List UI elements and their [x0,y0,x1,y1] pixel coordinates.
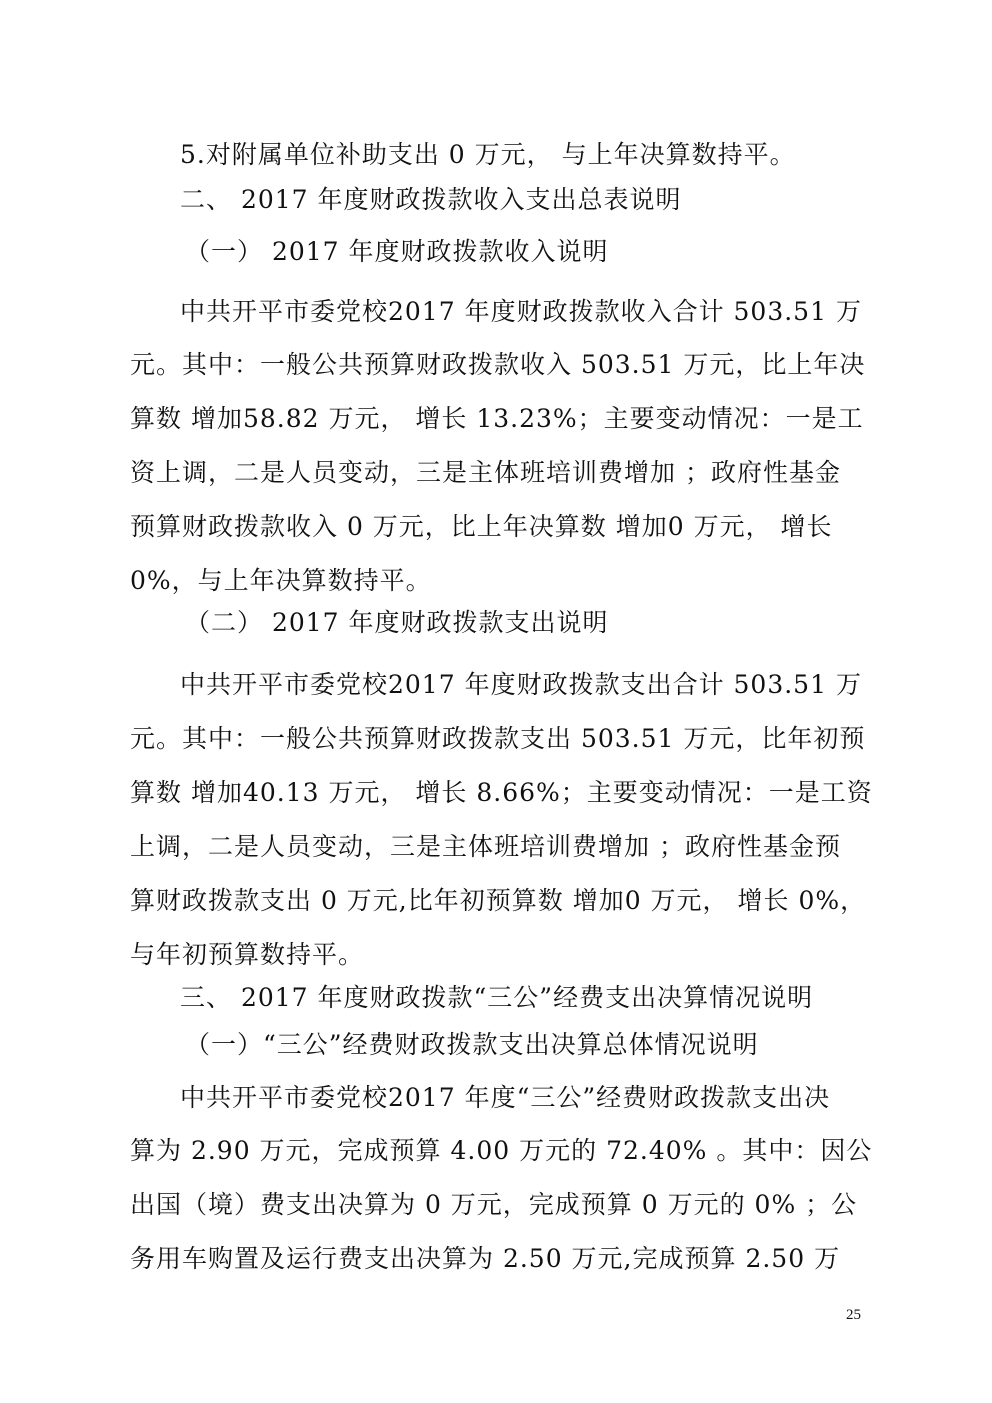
subsection-heading-3-1: （一）“三公”经费财政拨款支出决算总体情况说明 [185,1030,759,1059]
paragraph-line-12: 元。其中：一般公共预算财政拨款支出 503.51 万元，比年初预 [130,724,866,753]
paragraph-line-16: 与年初预算数持平。 [130,940,365,969]
paragraph-line-1: 5.对附属单位补助支出 0 万元， 与上年决算数持平。 [180,140,796,169]
section-heading-2: 二、 2017 年度财政拨款收入支出总表说明 [180,185,682,214]
paragraph-line-4: 中共开平市委党校2017 年度财政拨款收入合计 503.51 万 [180,297,862,326]
subsection-heading-2-1: （一） 2017 年度财政拨款收入说明 [185,237,609,266]
paragraph-line-15: 算财政拨款支出 0 万元,比年初预算数 增加0 万元， 增长 0%， [130,886,867,915]
paragraph-line-6: 算数 增加58.82 万元， 增长 13.23%；主要变动情况：一是工 [130,404,864,433]
section-heading-3: 三、 2017 年度财政拨款“三公”经费支出决算情况说明 [180,983,814,1012]
paragraph-line-22: 务用车购置及运行费支出决算为 2.50 万元,完成预算 2.50 万 [130,1244,841,1273]
paragraph-line-7: 资上调，二是人员变动，三是主体班培训费增加 ；政府性基金 [130,458,841,487]
paragraph-line-5: 元。其中：一般公共预算财政拨款收入 503.51 万元，比上年决 [130,350,866,379]
paragraph-line-14: 上调，二是人员变动，三是主体班培训费增加 ；政府性基金预 [130,832,841,861]
paragraph-line-19: 中共开平市委党校2017 年度“三公”经费财政拨款支出决 [180,1083,831,1112]
paragraph-line-8: 预算财政拨款收入 0 万元，比上年决算数 增加0 万元， 增长 [130,512,833,541]
paragraph-line-13: 算数 增加40.13 万元， 增长 8.66%；主要变动情况：一是工资 [130,778,873,807]
paragraph-line-9: 0%，与上年决算数持平。 [130,566,432,595]
subsection-heading-2-2: （二） 2017 年度财政拨款支出说明 [185,608,609,637]
page-number: 25 [846,1307,861,1323]
paragraph-line-21: 出国（境）费支出决算为 0 万元，完成预算 0 万元的 0% ；公 [130,1190,858,1219]
paragraph-line-11: 中共开平市委党校2017 年度财政拨款支出合计 503.51 万 [180,670,862,699]
paragraph-line-20: 算为 2.90 万元，完成预算 4.00 万元的 72.40% 。其中：因公 [130,1136,873,1165]
